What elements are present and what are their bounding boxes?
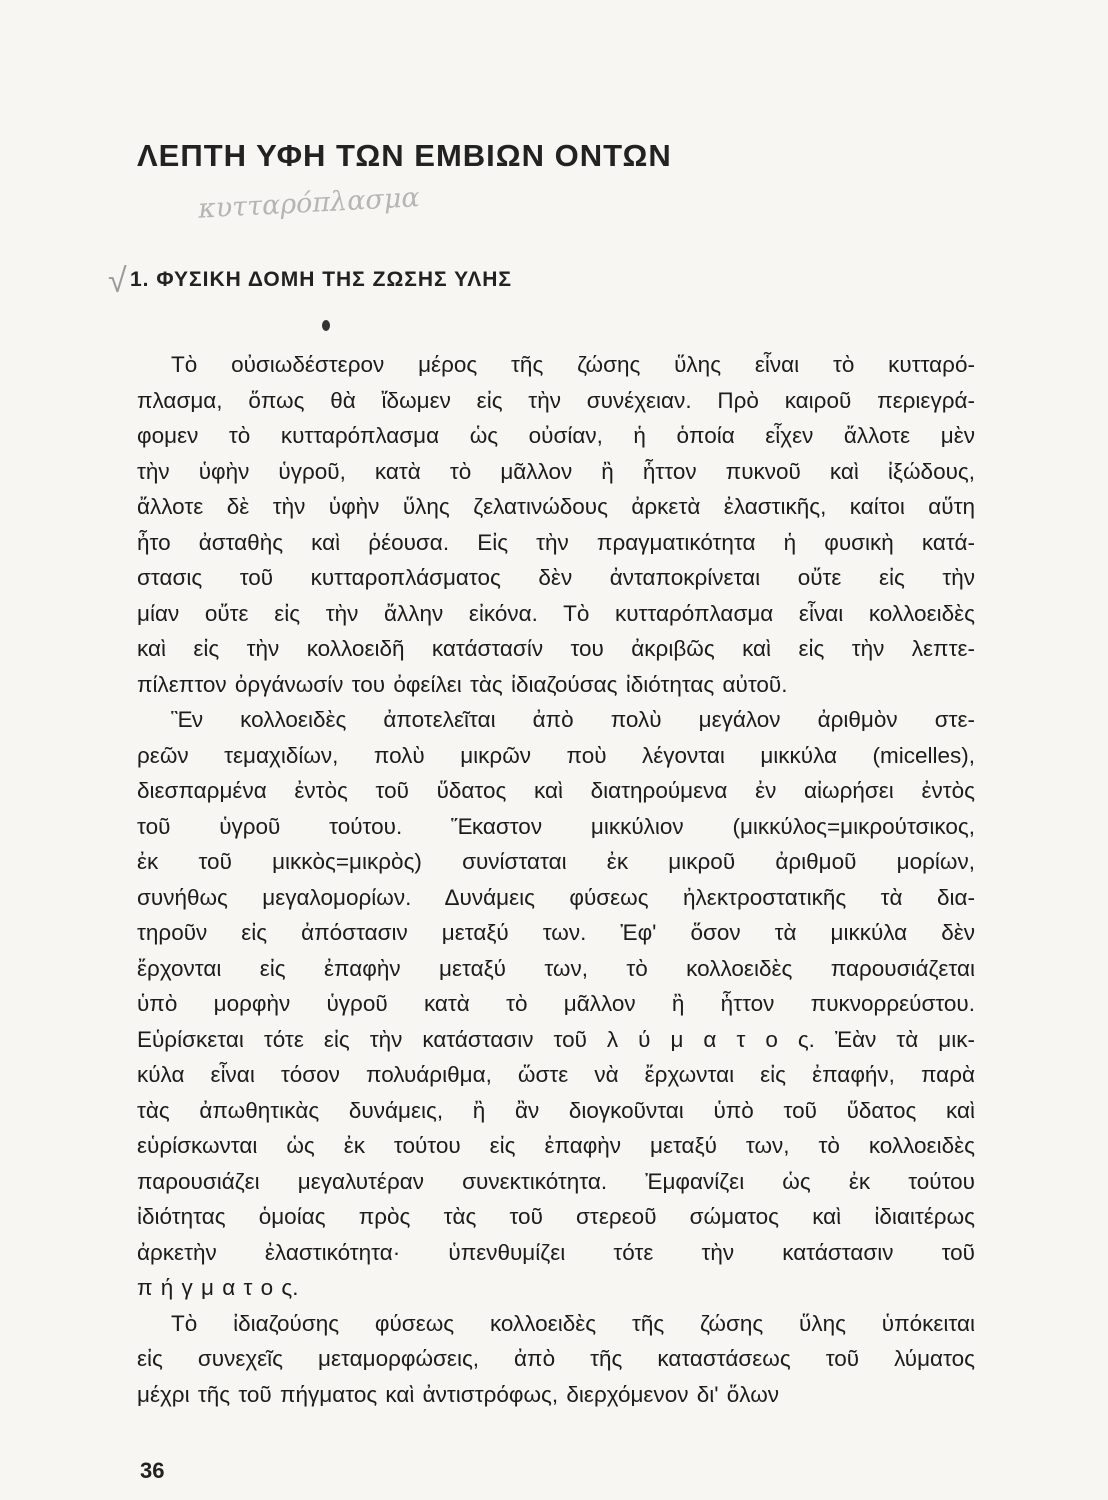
text-line: εὑρίσκωνται ὡς ἐκ τούτου εἰς ἐπαφὴν μεταξύ των, τὸ κολλοειδὲς [137, 1133, 975, 1158]
text-line: διεσπαρμένα ἐντὸς τοῦ ὕδατος καὶ διατηρούμενα ἐν αἰωρήσει ἐντὸς [137, 778, 975, 803]
text-line: πλασμα, ὅπως θὰ ἴδωμεν εἰς τὴν συνέχειαν. Πρὸ καιροῦ περιεγρά- [137, 387, 975, 413]
page-number: 36 [140, 1458, 165, 1483]
text-line: πίλεπτον ὀργάνωσίν του ὀφείλει τὰς ἰδιαζούσας ἰδιότητας αὐτοῦ. [137, 671, 788, 697]
text-line: παρουσιάζει μεγαλυτέραν συνεκτικότητα. Ἐμφανίζει ὡς ἐκ τούτου [137, 1168, 975, 1194]
text-line: ἦτο ἀσταθὴς καὶ ῥέουσα. Εἰς τὴν πραγματικότητα ἡ φυσικὴ κατά- [137, 529, 975, 555]
text-line: ὑπὸ μορφὴν ὑγροῦ κατὰ τὸ μᾶλλον ἢ ἧττον πυκνορρεύστου. [137, 991, 975, 1016]
text-line: μίαν οὔτε εἰς τὴν ἄλλην εἰκόνα. Τὸ κυτταρόπλασμα εἶναι κολλοειδὲς [137, 600, 975, 626]
text-line: εἰς συνεχεῖς μεταμορφώσεις, ἀπὸ τῆς καταστάσεως τοῦ λύματος [137, 1346, 975, 1371]
section-heading: 1. ΦΥΣΙΚΗ ΔΟΜΗ ΤΗΣ ΖΩΣΗΣ ΥΛΗΣ [130, 268, 512, 291]
text-line: Εὑρίσκεται τότε εἰς τὴν κατάστασιν τοῦ λ ύ μ α τ ο ς. Ἐὰν τὰ μικ- [137, 1026, 975, 1052]
text-line: φομεν τὸ κυτταρόπλασμα ὡς οὐσίαν, ἡ ὁποία εἶχεν ἄλλοτε μὲν [137, 423, 975, 448]
text-line: συνήθως μεγαλομορίων. Δυνάμεις φύσεως ἠλεκτροστατικῆς τὰ δια- [137, 884, 975, 910]
text-line: τηροῦν εἰς ἀπόστασιν μεταξύ των. Ἐφ' ὅσον τὰ μικκύλα δὲν [137, 920, 975, 945]
text-line: ἔρχονται εἰς ἐπαφὴν μεταξύ των, τὸ κολλοειδὲς παρουσιάζεται [137, 955, 975, 981]
text-line: ἰδιότητας ὁμοίας πρὸς τὰς τοῦ στερεοῦ σώματος καὶ ἰδιαιτέρως [137, 1204, 975, 1229]
text-line: τοῦ ὑγροῦ τούτου. Ἕκαστον μικκύλιον (μικκύλος=μικρούτσικος, [137, 813, 975, 839]
text-line: στασις τοῦ κυτταροπλάσματος δὲν ἀνταποκρίνεται οὔτε εἰς τὴν [137, 565, 975, 590]
text-line: Ἓν κολλοειδὲς ἀποτελεῖται ἀπὸ πολὺ μεγάλον ἀριθμὸν στε- [171, 707, 975, 732]
text-line: κύλα εἶναι τόσον πολυάριθμα, ὥστε νὰ ἔρχωνται εἰς ἐπαφήν, παρὰ [137, 1062, 975, 1087]
text-line: Τὸ ἰδιαζούσης φύσεως κολλοειδὲς τῆς ζώσης ὕλης ὑπόκειται [171, 1310, 975, 1336]
text-line: ἐκ τοῦ μικκὸς=μικρὸς) συνίσταται ἐκ μικροῦ ἀριθμοῦ μορίων, [137, 849, 975, 874]
text-line: μέχρι τῆς τοῦ πήγματος καὶ ἀντιστρόφως, διερχόμενον δι' ὅλων [137, 1381, 780, 1407]
handwritten-annotation: κυτταρόπλασμα [197, 182, 421, 225]
text-line: ἀρκετὴν ἐλαστικότητα· ὑπενθυμίζει τότε τὴν κατάστασιν τοῦ [137, 1239, 975, 1265]
text-line: ρεῶν τεμαχιδίων, πολὺ μικρῶν ποὺ λέγονται μικκύλα (micelles), [137, 742, 975, 768]
check-mark-annotation: √ [108, 262, 127, 300]
text-line: τὴν ὑφὴν ὑγροῦ, κατὰ τὸ μᾶλλον ἢ ἧττον πυκνοῦ καὶ ἰξώδους, [137, 458, 975, 484]
body-text [137, 347, 975, 1412]
text-line: τὰς ἀπωθητικὰς δυνάμεις, ἢ ἂν διογκοῦνται ὑπὸ τοῦ ὕδατος καὶ [137, 1097, 975, 1123]
text-line: καὶ εἰς τὴν κολλοειδῆ κατάστασίν του ἀκριβῶς καὶ εἰς τὴν λεπτε- [137, 636, 975, 661]
chapter-title: ΛΕΠΤΗ ΥΦΗ ΤΩΝ ΕΜΒΙΩΝ ΟΝΤΩΝ [137, 138, 672, 173]
text-line: π ή γ μ α τ ο ς. [137, 1275, 299, 1300]
text-line: ἄλλοτε δὲ τὴν ὑφὴν ὕλης ζελατινώδους ἀρκετὰ ἐλαστικῆς, καίτοι αὕτη [137, 494, 975, 519]
text-line: Τὸ οὐσιωδέστερον μέρος τῆς ζώσης ὕλης εἶναι τὸ κυτταρό- [171, 352, 975, 377]
ink-dot-mark [322, 320, 330, 331]
